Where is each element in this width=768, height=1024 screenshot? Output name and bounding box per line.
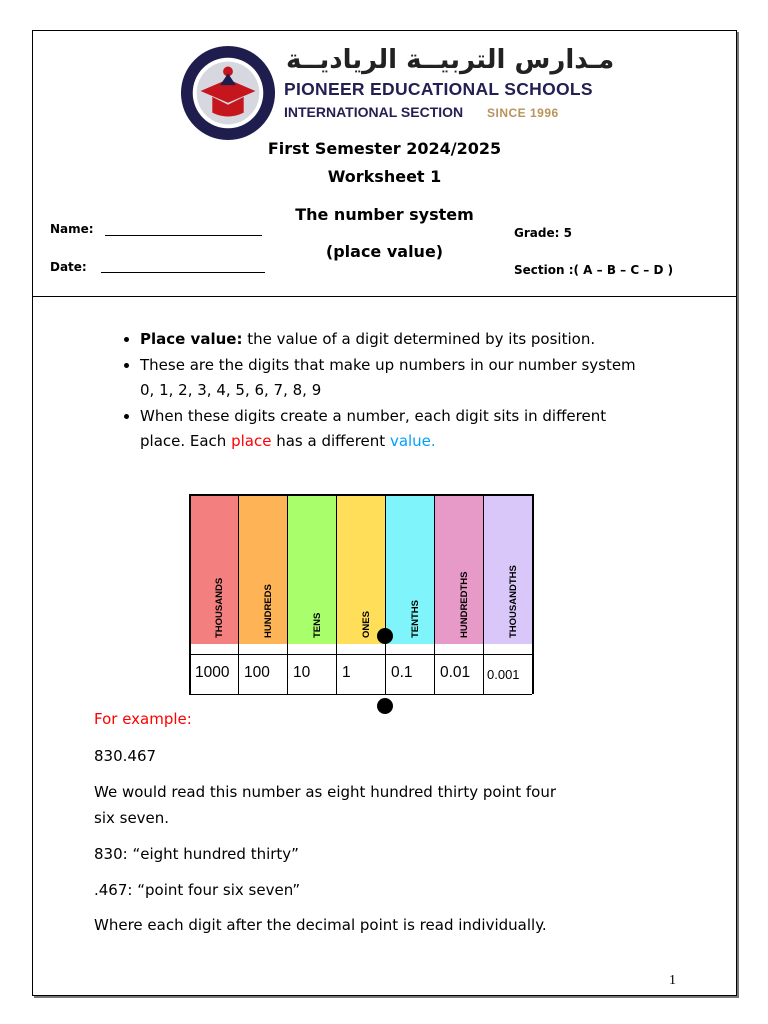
bullet-text: These are the digits that make up numbers in our number system 0, 1, 2, 3, 4, 5, 6, 7, 8, 9 [140,355,636,399]
subtopic-title: (place value) [325,242,444,261]
place-value-cell: 1000 [195,664,230,681]
chart-column-divider [532,494,534,694]
bullet-place-different-value [140,404,650,455]
date-label: Date: [50,260,87,274]
place-column-label: TENS [311,612,323,638]
example-heading: For example: [94,710,192,728]
place-column-label: HUNDREDTHS [458,571,470,638]
topic-title: The number system [295,205,474,224]
bullet-text: When these digits create a number, each digit sits in different place. Each [140,406,607,450]
place-column-tens [287,494,336,644]
place-column-label: THOUSANDTHS [507,565,519,638]
chart-column-divider [238,494,239,694]
place-column-tenths [385,494,434,644]
section-label: Section :( A – B – C – D ) [514,263,674,277]
chart-column-divider [189,494,191,694]
semester-title: First Semester 2024/2025 [267,139,502,158]
page-number: 1 [669,973,676,988]
school-since: SINCE 1996 [487,106,559,120]
chart-column-divider [287,494,288,694]
chart-column-divider [434,494,435,694]
school-name-arabic: مـدارس التربيــة الرياديــة [286,45,615,75]
example-whole-part: 830: “eight hundred thirty” [94,845,299,863]
chart-row-line [189,694,532,695]
place-column-label: TENTHS [409,600,421,638]
place-value-chart [189,494,533,694]
date-field-line[interactable] [101,272,265,273]
school-section-name: INTERNATIONAL SECTION [284,104,464,120]
definition-list [118,327,650,455]
place-column-label: HUNDREDS [262,584,274,638]
place-value-cell: 100 [244,664,270,681]
example-reading-line1: We would read this number as eight hundred thirty point four [94,783,557,801]
chart-column-divider [336,494,337,694]
grade-label: Grade: 5 [514,226,572,240]
bullet-digits [140,353,650,404]
school-logo-seal [179,44,277,142]
place-column-hundredths [434,494,483,644]
example-reading-line2: six seven. [94,809,170,827]
place-value-cell: 0.01 [440,664,471,681]
header-divider [33,296,736,297]
name-label: Name: [50,222,94,236]
school-name-english: PIONEER EDUCATIONAL SCHOOLS [284,79,593,99]
place-value-cell: 0.001 [487,667,520,682]
place-column-label: THOUSANDS [213,577,225,638]
example-note: Where each digit after the decimal point is read individually. [94,916,547,934]
chart-column-divider [385,494,386,694]
bullet-bold-term: Place value: [140,330,243,348]
chart-column-divider [483,494,484,694]
place-value-cell: 1 [342,664,351,681]
place-value-cell: 0.1 [391,664,413,681]
bullet-place-value [140,327,650,353]
bullet-text: has a different [271,432,390,450]
decimal-point-dot [377,698,393,714]
worksheet-title: Worksheet 1 [327,167,442,186]
example-decimal-part: .467: “point four six seven” [94,881,301,899]
place-column-thousands [189,494,238,644]
decimal-point-dot [377,628,393,644]
highlight-value: value. [389,432,436,450]
place-column-label: ONES [360,611,372,638]
name-field-line[interactable] [105,235,262,236]
chart-row-line [189,654,532,655]
place-column-thousandths [483,494,532,644]
worksheet-page [32,30,737,996]
bullet-text: the value of a digit determined by its position. [242,330,596,348]
place-column-hundreds [238,494,287,644]
place-column-ones [336,494,385,644]
place-value-cell: 10 [293,664,311,681]
example-number: 830.467 [94,747,157,765]
chart-row-line [189,494,532,496]
highlight-place: place [231,432,272,450]
